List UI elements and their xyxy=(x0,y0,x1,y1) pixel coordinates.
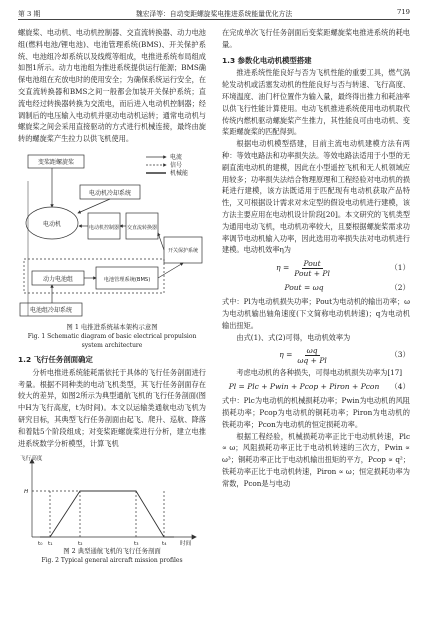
mission-profile-line xyxy=(40,491,174,537)
paragraph: 根据电动机模型搭建，目前主流电动机建模方法有两种：等效电路法和功率损失法。等效电路法适用于小型的无刷直流电动机的建模，因此在小型遥控飞机和无人机领域应用较多；功率损失法结合物理原理和工程经验对电动机的损耗进行建模，该方法既适用于匹配现有电动机获取产品特性，又可根据设计需求对未定型的假设电动机进行建模，该方法主要应用在电动机设计阶段[20]。本文研究的飞机类型为通用电动飞机，电动机功率较大，且要根据螺旋桨需求功率调节电动机输入功率，因此选用功率损失法对电动机进行建模。电动机效率η为 xyxy=(222,139,410,255)
figure-1-caption-en: Fig. 1 Schematic diagram of basic electrical propulsion system architecture xyxy=(27,332,197,349)
equation-2: Pout = ωq （2） xyxy=(284,283,410,293)
motor-label: 电动机 xyxy=(42,220,62,228)
legend-signal-label: 信号 xyxy=(170,161,183,169)
figure-1-architecture-diagram xyxy=(18,151,206,321)
tick-t0: t₀ xyxy=(38,541,43,548)
motor-cooling-label: 电动机冷却系统 xyxy=(88,189,132,197)
legend-current-label: 电流 xyxy=(170,153,183,161)
section-1-2-heading: 1.2 飞行任务剖面确定 xyxy=(18,354,93,364)
running-title: 魏宏泽等：自动变距螺旋桨电推进系统能量优化方法 xyxy=(135,10,293,18)
paragraph: 根据工程经验，机械损耗功率正比于电动机转速，Plc ∝ ω；风阻损耗功率正比于电动机转速的三次方，Pwin ∝ ω³；铜耗功率正比于电动机输出扭矩的平方，Pcop ∝ q²；铁耗功率正比于电动机转速，Piron ∝ ω；恒定损耗功率为常数，Pcon是与电动 xyxy=(222,431,410,488)
header-rule xyxy=(18,19,410,20)
paragraph: 由式(1)、式(2)可得，电动机效率为 xyxy=(236,332,351,342)
paragraph: 推进系统性能良好与否为飞机性能的重要工具，燃气涡轮发动机或活塞发动机的性能良好与否与转速、飞行高度、环境温度、油门杆位置作为输入量，最终得出推力和耗油率以供飞行性能计算使用。电动飞机推进系统使用电动机取代传统内燃机驱动螺旋桨产生推力，其性能良可由电动机、变桨距螺旋桨的匹配得到。 xyxy=(222,68,410,137)
tick-t1: t₁ xyxy=(48,541,53,548)
paragraph: 考虑电动机的各种损失，可得电动机损失功率为[17] xyxy=(236,368,403,378)
equation-1: η = $\frac{\text{Pout}}{\text{Pout + Pl}}$ （1） xyxy=(276,258,410,278)
paragraph: 螺旋桨、电动机、电动机控制器、交直流转换器、动力电池组(燃料电池/锂电池)、电池管理系统(BMS)、开关保护系统、电池组冷却系统以及线缆等组成，电推进系统布局组成如图1所示。动力电池组为推进系统提供运行能源；BMS确保电池组在充放电时的使用安全；为确保系统运行安全，在交直流转换器和BMS之间一般都会加装开关保护系统；直流电经过转换器转换为交流电，而后进入电动机控制器；经调制后的电压输入电动机并驱动电动机运转；通常电动机与螺旋桨之间会采用直接驱动的方式进行机械连接，最终由旋转的螺旋桨产生拉力以供飞机使用。 xyxy=(18,28,206,144)
tick-t2: t₂ xyxy=(78,541,83,548)
paragraph: 分析电推进系统能耗需依托于具体的飞行任务剖面进行考量。根据不同种类的电动飞机类型，其飞行任务剖面存在较大的差异，如图2所示为典型通航飞机的飞行任务剖面(图中H为飞行高度，t为时间)。本文以运输类通航电动飞机为研究目标，其典型飞行任务剖面由起飞、爬升、巡航、降落和着陆5个阶段组成；对变桨距螺旋桨进行分析，建立电推进系统数学分析模型，计算飞机 xyxy=(18,367,206,448)
equation-number: （4） xyxy=(390,382,410,392)
equation-4: Pl = Plc + Pwin + Pcop + Piron + Pcon （4） xyxy=(228,382,410,392)
bms-label: 电池管理系统(BMS) xyxy=(103,276,151,283)
propeller-label: 变桨距螺旋桨 xyxy=(37,158,75,166)
left-column xyxy=(18,27,206,565)
paragraph: 在完成单次飞行任务剖面后变桨距螺旋桨电推进系统的耗电量。 xyxy=(222,28,410,49)
battery-cooling-label: 电池组冷却系统 xyxy=(29,306,73,314)
issue-number: 第 3 期 xyxy=(18,10,41,18)
y-axis-label: 飞行高度 xyxy=(20,456,43,463)
figure-1-caption-cn: 图 1 电推进系统基本架构示意图 xyxy=(66,322,158,331)
converter-label: 交直流转换器 xyxy=(126,224,158,231)
tick-t3: t₃ xyxy=(134,541,139,548)
h-label: H xyxy=(24,489,29,496)
section-1-3-heading: 1.3 参数化电动机模型搭建 xyxy=(222,55,312,65)
battery-label: 动力电池组 xyxy=(42,275,74,283)
figure-2-mission-profile xyxy=(18,455,206,547)
x-axis-label: 时间 xyxy=(180,541,192,548)
equation-number: （3） xyxy=(390,350,410,360)
switch-label: 开关保护系统 xyxy=(167,247,199,254)
equation-number: （2） xyxy=(390,283,410,293)
legend-mechanical-label: 机械能 xyxy=(170,169,189,177)
controller-label: 电动机控制器 xyxy=(88,224,120,231)
tick-t4: t₄ xyxy=(162,541,167,548)
right-column xyxy=(222,27,410,490)
equation-number: （1） xyxy=(390,263,410,273)
equation-3: η = $\frac{\omega q}{\omega q + Pl}$ （3） xyxy=(279,345,410,365)
paragraph: 式中：Plc为电动机的机械损耗功率；Pwin为电动机的风阻损耗功率；Pcop为电动机的铜耗功率；Piron为电动机的铁耗功率；Pcon为电动机的恒定损耗功率。 xyxy=(222,396,410,429)
figure-2-caption-cn: 图 2 典型通航飞机的飞行任务剖面 xyxy=(63,547,161,556)
paragraph: 式中：Pl为电动机损失功率；Pout为电动机的输出功率；ω为电动机输出轴角速度(下文简称电动机转速)；q为电动机输出扭矩。 xyxy=(222,297,410,330)
page-number: 719 xyxy=(397,8,410,16)
figure-2-caption-en: Fig. 2 Typical general aircraft mission profiles xyxy=(41,557,183,565)
